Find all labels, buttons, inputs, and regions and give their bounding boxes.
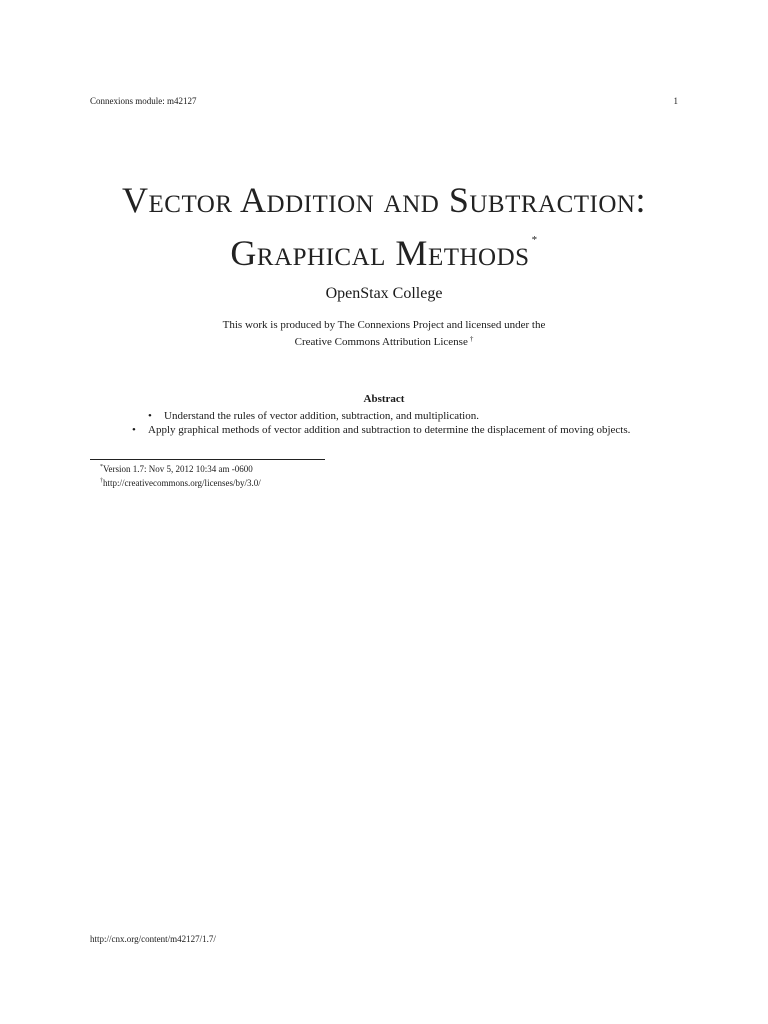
title-line-1: Vector Addition and Subtraction:	[122, 180, 646, 220]
footnotes	[100, 461, 261, 489]
list-item	[130, 423, 650, 437]
footnote-version	[100, 461, 261, 475]
footer-url-link[interactable]: http://cnx.org/content/m42127/1.7/	[90, 934, 216, 944]
bullet-icon: •	[132, 424, 136, 436]
page-number: 1	[673, 96, 678, 106]
bullet-icon: •	[148, 410, 152, 422]
license-line-2: Creative Commons Attribution License	[294, 336, 468, 348]
list-item	[130, 409, 650, 423]
abstract-list	[130, 409, 650, 437]
footnote-mark: *	[100, 464, 103, 470]
footnote-divider	[90, 459, 325, 460]
title-line-2: Graphical Methods	[230, 233, 530, 273]
document-title	[0, 180, 768, 273]
footnote-text: Version 1.7: Nov 5, 2012 10:34 am -0600	[103, 464, 253, 474]
license-line-1: This work is produced by The Connexions Project and licensed under the	[222, 319, 546, 331]
footnote-mark: †	[100, 478, 103, 484]
license-line-2-wrapper	[0, 332, 768, 349]
license-statement	[0, 318, 768, 349]
author-name: OpenStax College	[325, 285, 443, 302]
footnote-link[interactable]: http://creativecommons.org/licenses/by/3.0/	[103, 478, 261, 488]
abstract-item-text: Understand the rules of vector addition, subtraction, and multiplication.	[164, 410, 479, 422]
footnote-license-url[interactable]	[100, 475, 261, 489]
license-footnote-mark: †	[469, 335, 474, 343]
title-line-2-wrapper	[0, 220, 768, 273]
abstract-item-text: Apply graphical methods of vector addition and subtraction to determine the displacement of moving objects.	[148, 424, 631, 436]
abstract-heading: Abstract	[363, 393, 405, 405]
running-header-module: Connexions module: m42127	[90, 96, 197, 106]
title-footnote-mark: *	[531, 234, 538, 246]
